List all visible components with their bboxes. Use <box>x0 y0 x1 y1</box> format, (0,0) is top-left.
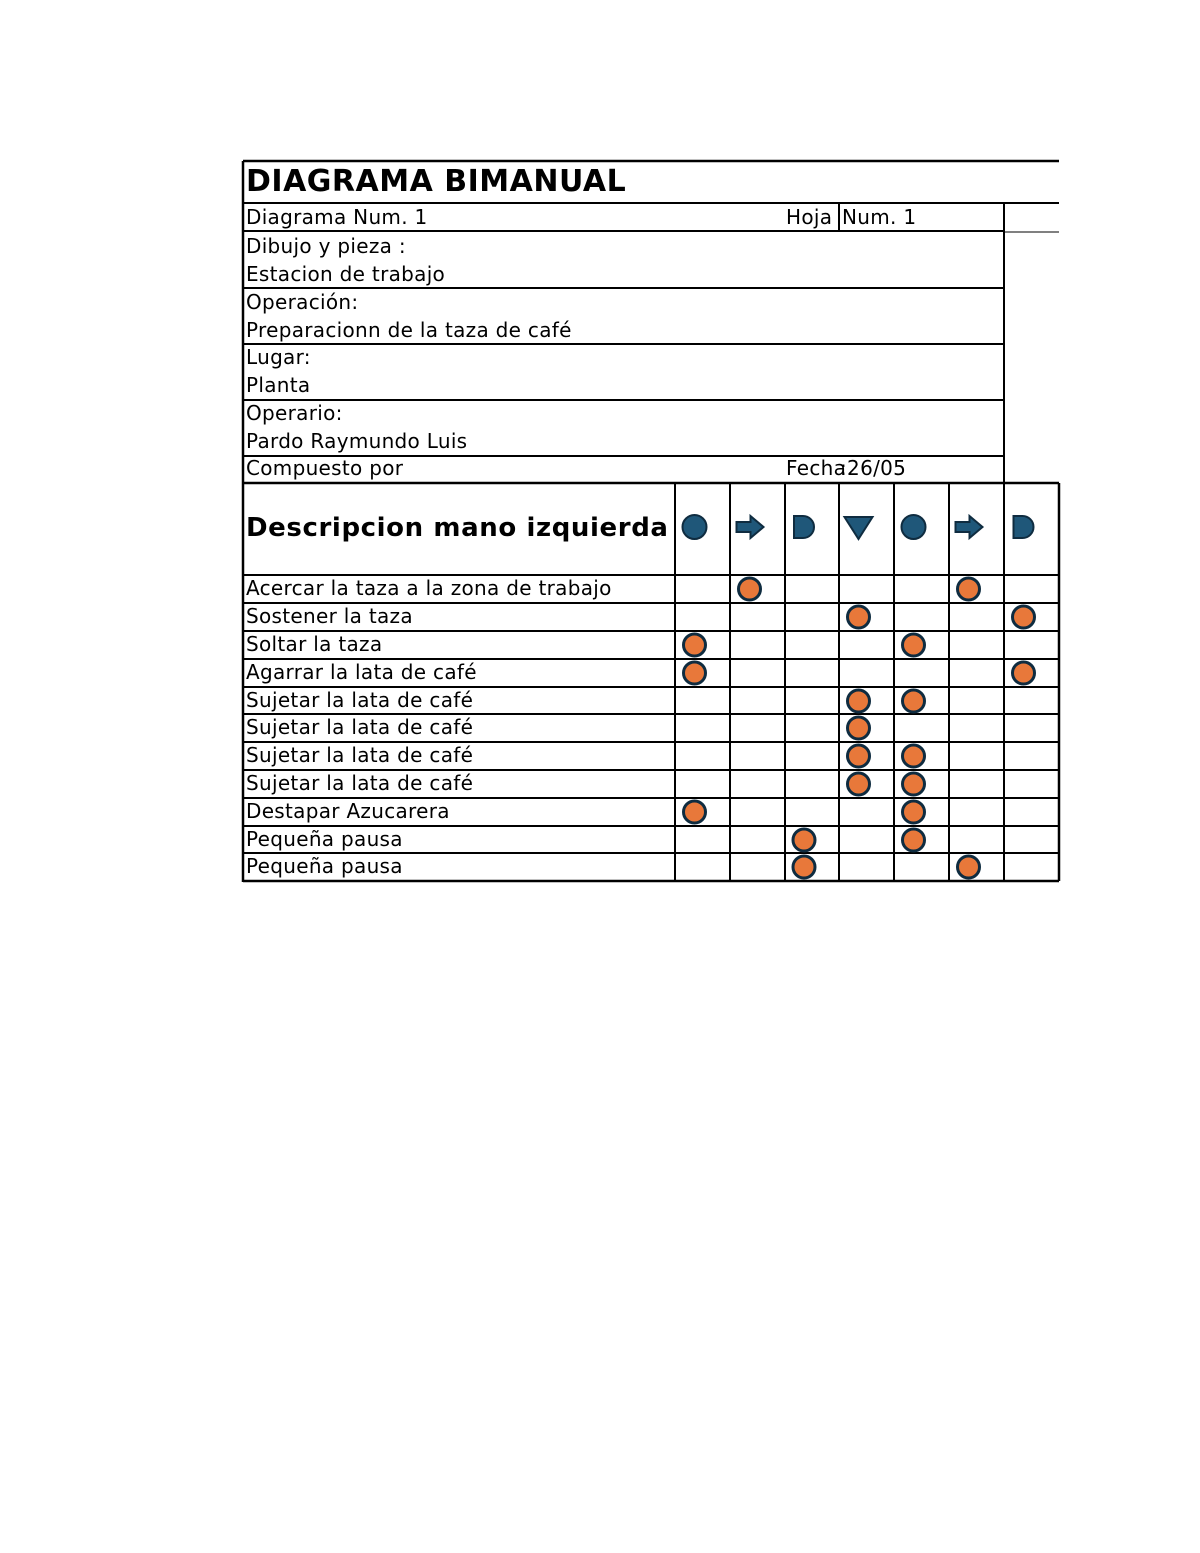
activity-mark <box>848 773 870 795</box>
activity-mark <box>848 745 870 767</box>
page-title: DIAGRAMA BIMANUAL <box>246 164 627 199</box>
activity-mark <box>739 578 761 600</box>
activity-mark <box>1013 606 1035 628</box>
transport-icon <box>737 516 764 538</box>
activity-mark <box>793 856 815 878</box>
activity-mark <box>848 717 870 739</box>
activity-mark <box>903 690 925 712</box>
sheet-number: Num. 1 <box>842 205 917 229</box>
operator-label: Operario: <box>246 401 343 425</box>
activity-mark <box>684 801 706 823</box>
activity-label: Destapar Azucarera <box>246 799 450 823</box>
activity-label: Sujetar la lata de café <box>246 743 474 767</box>
sheet-label: Hoja <box>786 205 833 229</box>
activity-label: Soltar la taza <box>246 632 383 656</box>
drawing-label: Dibujo y pieza : <box>246 234 406 258</box>
delay-icon <box>794 516 814 538</box>
activity-mark <box>903 801 925 823</box>
activity-mark <box>903 634 925 656</box>
activity-label: Pequeña pausa <box>246 854 403 878</box>
activity-mark <box>903 829 925 851</box>
drawing-value: Estacion de trabajo <box>246 262 446 286</box>
operation-icon <box>683 515 707 539</box>
left-hand-header: Descripcion mano izquierda <box>246 513 669 543</box>
operator-value: Pardo Raymundo Luis <box>246 429 468 453</box>
activity-label: Acercar la taza a la zona de trabajo <box>246 576 612 600</box>
storage-icon <box>845 517 873 539</box>
date-value: :26/05 <box>840 456 907 480</box>
activity-mark <box>958 578 980 600</box>
composed-by-label: Compuesto por <box>246 456 404 480</box>
activity-mark <box>1013 662 1035 684</box>
delay-icon <box>1014 516 1034 538</box>
activity-label: Sujetar la lata de café <box>246 688 474 712</box>
activity-mark <box>684 662 706 684</box>
place-value: Planta <box>246 373 311 397</box>
activity-mark <box>848 606 870 628</box>
activity-mark <box>848 690 870 712</box>
diagram-number: Diagrama Num. 1 <box>246 205 428 229</box>
activity-mark <box>903 745 925 767</box>
activity-label: Sujetar la lata de café <box>246 771 474 795</box>
operation-value: Preparacionn de la taza de café <box>246 318 572 342</box>
place-label: Lugar: <box>246 345 311 369</box>
transport-icon <box>956 516 983 538</box>
date-label: Fecha <box>786 456 847 480</box>
operation-label: Operación: <box>246 290 359 314</box>
activity-label: Sujetar la lata de café <box>246 715 474 739</box>
activity-mark <box>793 829 815 851</box>
activity-mark <box>958 856 980 878</box>
activity-label: Agarrar la lata de café <box>246 660 477 684</box>
activity-mark <box>684 634 706 656</box>
activity-label: Pequeña pausa <box>246 827 403 851</box>
activity-mark <box>903 773 925 795</box>
activity-label: Sostener la taza <box>246 604 413 628</box>
operation-icon <box>902 515 926 539</box>
